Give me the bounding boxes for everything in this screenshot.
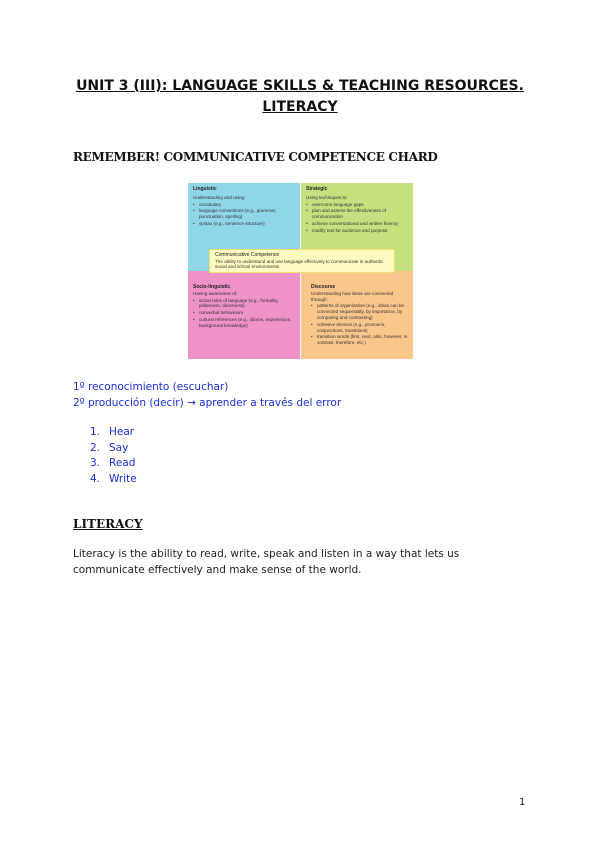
- title-line-1: UNIT 3 (III): LANGUAGE SKILLS & TEACHING RESOURCES.: [76, 78, 524, 94]
- list-item-number: 1.: [90, 426, 101, 438]
- list-item-number: 2.: [90, 441, 101, 454]
- discourse-item: • cohesive devices (e.g., pronouns, conjunctions, transitions): [311, 322, 408, 334]
- sociolinguistic-item: • social rules of language (e.g., formality, politeness, directness): [193, 298, 295, 310]
- strategic-title: Strategic: [306, 186, 328, 192]
- strategic-item: • achieve conversational and written fluency: [306, 221, 408, 227]
- center-text: The ability to understand and use language effectively to communicate in authentic social and school environments: [215, 258, 384, 270]
- title-line-2: LITERACY: [262, 99, 338, 115]
- linguistic-title: Linguistic: [193, 186, 217, 192]
- sociolinguistic-quadrant: [188, 271, 300, 359]
- sociolinguistic-item: • cultural references (e.g., idioms, expressions, background knowledge): [193, 317, 295, 329]
- strategic-subtitle: Using techniques to:: [306, 194, 348, 200]
- literacy-paragraph: Literacy is the ability to read, write, speak and listen in a way that lets us communicate effectively and make sense of the world.: [73, 548, 460, 576]
- literacy-heading: LITERACY: [73, 517, 143, 531]
- list-item-number: 3.: [90, 457, 101, 469]
- list-item-text: Hear: [109, 426, 135, 438]
- step-line: 1º reconocimiento (escuchar): [73, 381, 229, 393]
- section-heading: REMEMBER! COMMUNICATIVE COMPETENCE CHARD: [73, 150, 438, 164]
- communicative-competence-chart: [188, 183, 413, 359]
- strategic-item: • modify text for audience and purpose: [306, 228, 408, 234]
- linguistic-item: • vocabulary: [193, 202, 295, 208]
- center-title: Communicative Competence: [215, 252, 280, 258]
- list-item: [90, 441, 137, 457]
- list-item: [90, 425, 137, 441]
- list-item-text: Read: [109, 457, 136, 469]
- sociolinguistic-item: • nonverbal behaviours: [193, 310, 295, 316]
- discourse-item: • patterns of organization (e.g., ideas can be connected sequentially, by importance, by comparing and contrasting): [311, 303, 408, 320]
- list-item: [90, 456, 137, 472]
- strategic-item: • overcome language gaps: [306, 202, 408, 208]
- list-item-text: Write: [109, 472, 137, 485]
- discourse-subtitle: Understanding how ideas are connected through:: [311, 290, 394, 302]
- linguistic-subtitle: Understanding and using:: [193, 194, 246, 200]
- skills-list: [90, 425, 137, 487]
- sociolinguistic-title: Socio-linguistic: [193, 284, 231, 290]
- list-item-text: Say: [109, 441, 129, 454]
- page-number: 1: [519, 797, 526, 808]
- steps-block: [73, 379, 341, 411]
- communicative-competence-center-box: [209, 249, 395, 273]
- discourse-item: • transition words (first, next, also, however, in contrast, therefore, etc.): [311, 334, 408, 346]
- linguistic-item: • syntax (e.g., sentence structure): [193, 221, 295, 227]
- discourse-quadrant: [301, 271, 413, 359]
- linguistic-item: • language conventions (e.g., grammar, punctuation, spelling): [193, 208, 295, 220]
- step-line: 2º producción (decir) → aprender a través del error: [73, 397, 342, 409]
- sociolinguistic-subtitle: Having awareness of:: [193, 290, 238, 296]
- strategic-item: • plan and assess the effectiveness of communication: [306, 208, 408, 220]
- document-title: [40, 76, 560, 118]
- discourse-title: Discourse: [311, 284, 336, 290]
- list-item-number: 4.: [90, 472, 101, 485]
- list-item: [90, 472, 137, 488]
